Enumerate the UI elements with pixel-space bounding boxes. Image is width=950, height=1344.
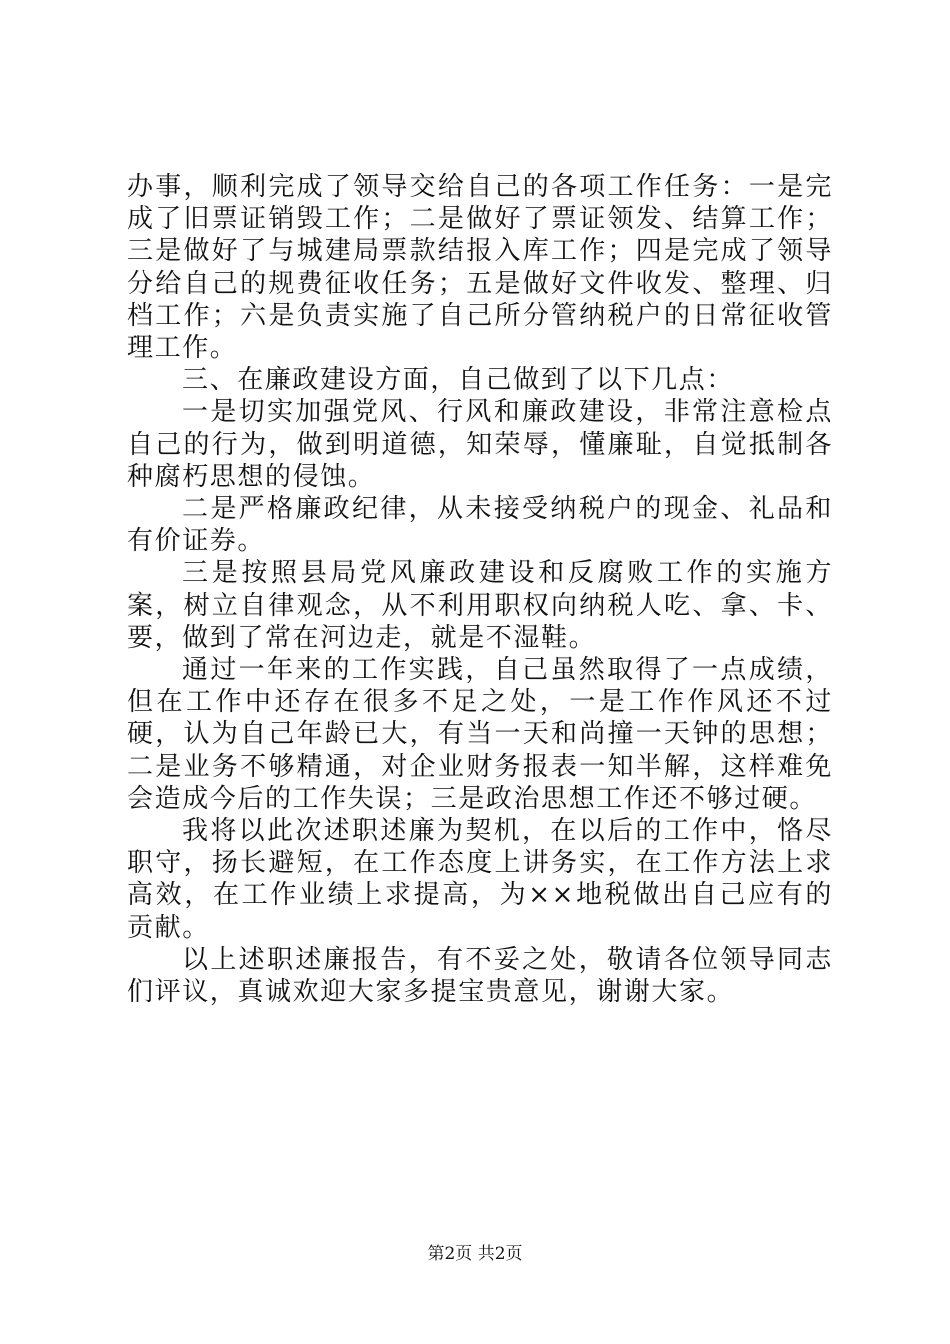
paragraph-point-one: 一是切实加强党风、行风和廉政建设，非常注意检点自己的行为，做到明道德，知荣辱，懂廉耻，自觉抵制各种腐朽思想的侵蚀。 — [127, 397, 833, 492]
paragraph-continuation: 办事，顺利完成了领导交给自己的各项工作任务：一是完成了旧票证销毁工作；二是做好了票证领发、结算工作；三是做好了与城建局票款结报入库工作；四是完成了领导分给自己的规费征收任务；五是做好文件收发、整理、归档工作；六是负责实施了自己所分管纳税户的日常征收管理工作。 — [127, 172, 833, 364]
paragraph-section-heading: 三、在廉政建设方面，自己做到了以下几点： — [182, 365, 735, 396]
page-footer: 第2页 共2页 — [427, 1244, 523, 1264]
document-body — [127, 171, 833, 1008]
paragraph-point-two: 二是严格廉政纪律，从未接受纳税户的现金、礼品和有价证券。 — [127, 494, 833, 557]
paragraph-point-three: 三是按照县局党风廉政建设和反腐败工作的实施方案，树立自律观念，从不利用职权向纳税人吃、拿、卡、要，做到了常在河边走，就是不湿鞋。 — [127, 558, 833, 653]
paragraph-commitment: 我将以此次述职述廉为契机，在以后的工作中，恪尽职守，扬长避短，在工作态度上讲务实，在工作方法上求高效，在工作业绩上求提高，为××地税做出自己应有的贡献。 — [127, 816, 833, 943]
paragraph-shortcomings: 通过一年来的工作实践，自己虽然取得了一点成绩，但在工作中还存在很多不足之处，一是工作作风还不过硬，认为自己年龄已大，有当一天和尚撞一天钟的思想；二是业务不够精通，对企业财务报表一知半解，这样难免会造成今后的工作失误；三是政治思想工作还不够过硬。 — [127, 655, 833, 814]
paragraph-closing: 以上述职述廉报告，有不妥之处，敬请各位领导同志们评议，真诚欢迎大家多提宝贵意见，谢谢大家。 — [127, 944, 833, 1008]
